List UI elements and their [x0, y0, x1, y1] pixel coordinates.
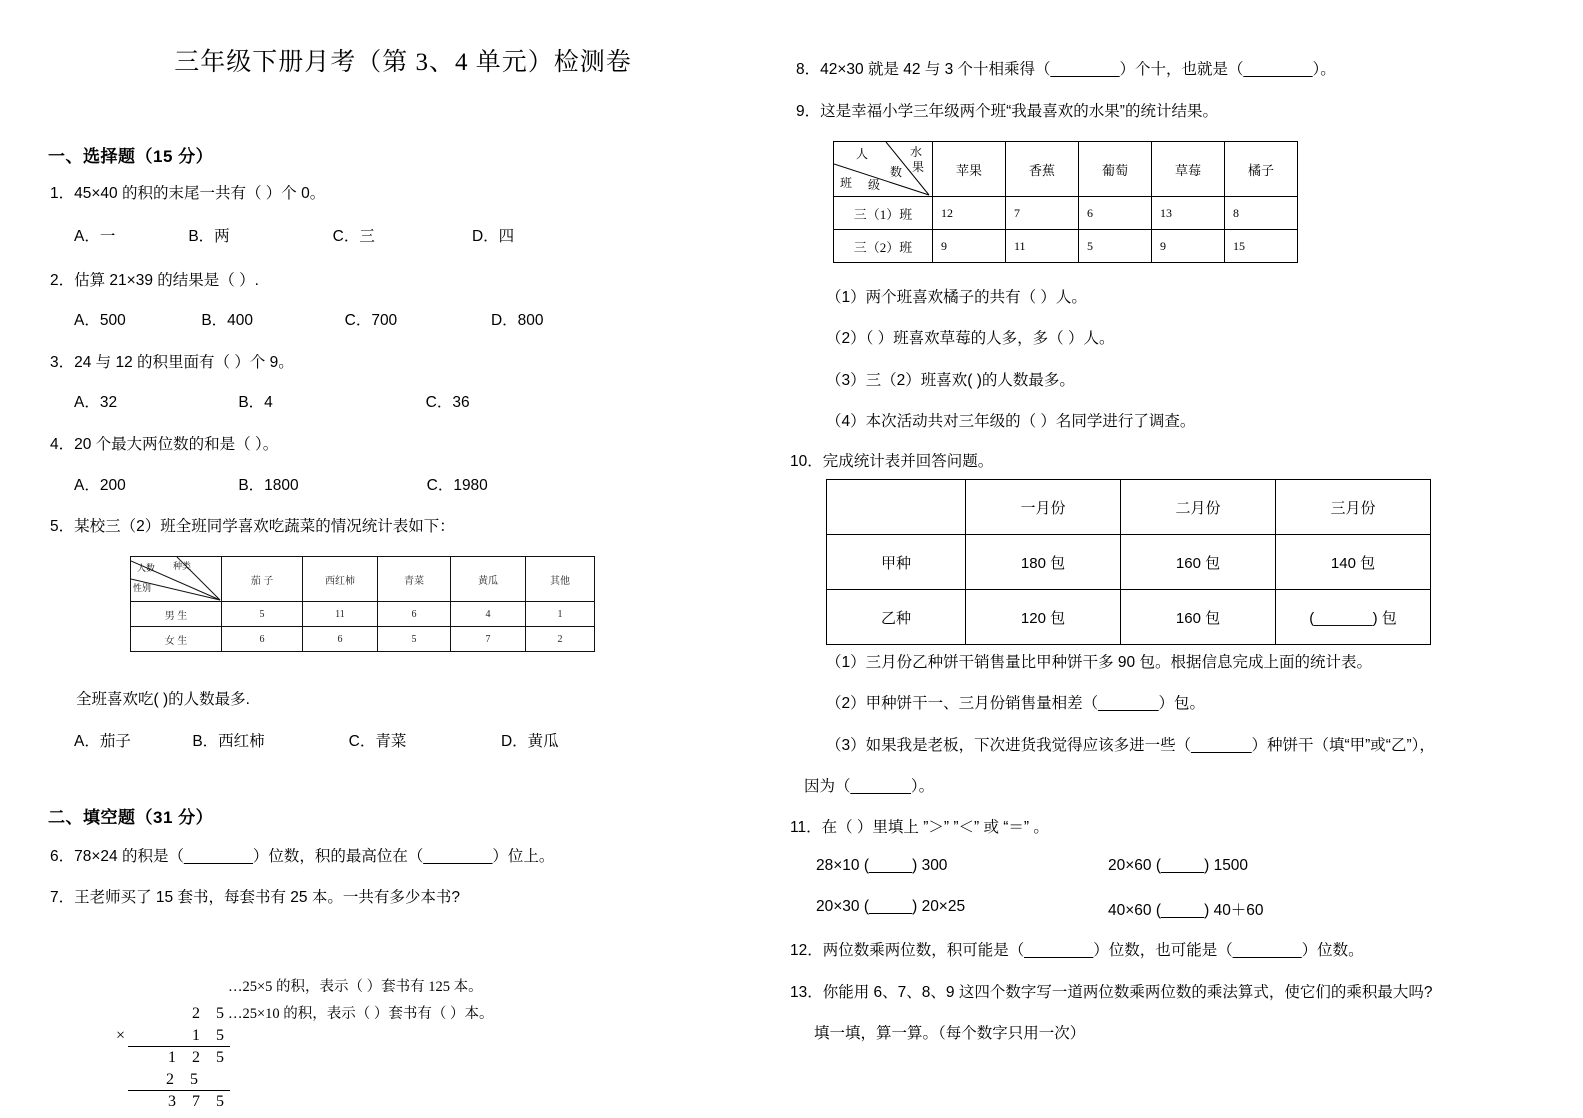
- bis-cell-a-feb: 160 包: [1121, 535, 1276, 590]
- vmul-partial-2: 2 5: [166, 1070, 204, 1088]
- bis-cell-b-mar[interactable]: (_______) 包: [1276, 590, 1431, 645]
- question-8-text: 8．42×30 就是 42 与 3 个十相乘得（________）个十，也就是（________）。: [796, 61, 1336, 78]
- option-1-b[interactable]: B．两: [188, 228, 230, 245]
- fruit-cell-c2-4: 9: [1152, 230, 1225, 263]
- option-3-a[interactable]: A．32: [74, 394, 118, 411]
- veg-col-1: 茄 子: [222, 557, 303, 602]
- fruit-cell-c1-5: 8: [1225, 197, 1298, 230]
- fruit-corner-fruit: 果: [912, 160, 925, 174]
- question-3-options: [74, 390, 470, 412]
- veg-col-5: 其他: [526, 557, 595, 602]
- bis-table: [826, 479, 1431, 645]
- fruit-corner-water: 水: [910, 145, 923, 159]
- question-13-line-1: 13．你能用 6、7、8、9 这四个数字写一道两位数乘两位数的乘法算式，使它们的乘积最大吗?: [790, 984, 1433, 1001]
- question-9-sub-4: （4）本次活动共对三年级的（ ）名同学进行了调查。: [826, 413, 1196, 430]
- option-4-b[interactable]: B．1800: [238, 477, 299, 494]
- bis-row-label-b: 乙种: [827, 590, 966, 645]
- bis-col-jan: 一月份: [966, 480, 1121, 535]
- vmul-multiplicand: 2 5: [192, 1005, 230, 1022]
- bis-col-feb: 二月份: [1121, 480, 1276, 535]
- fruit-corner-grade: 级: [868, 178, 881, 192]
- question-10-sub-2: （2）甲种饼干一、三月份销售量相差（_______）包。: [826, 695, 1205, 712]
- veg-cell-girls-3: 5: [378, 627, 451, 652]
- bis-cell-a-jan: 180 包: [966, 535, 1121, 590]
- veg-row-label-boys: 男 生: [131, 602, 222, 627]
- veg-row-label-girls: 女 生: [131, 627, 222, 652]
- table-header-row: [827, 480, 1431, 535]
- option-5-a[interactable]: A．茄子: [74, 733, 131, 750]
- section-heading-fill: 二、填空题（31 分）: [48, 808, 214, 827]
- question-10-sub-3: （3）如果我是老板，下次进货我觉得应该多进一些（_______）种饼干（填“甲”或“乙”），: [826, 737, 1435, 754]
- option-1-a[interactable]: A．一: [74, 228, 116, 245]
- table-row: [827, 535, 1431, 590]
- veg-corner-cell: [131, 557, 222, 602]
- fruit-corner-count: 数: [890, 165, 903, 179]
- bis-col-mar: 三月份: [1276, 480, 1431, 535]
- question-12-text: 12．两位数乘两位数，积可能是（________）位数，也可能是（________）位数。: [790, 942, 1364, 959]
- option-2-b[interactable]: B．400: [201, 312, 254, 329]
- veg-cell-girls-1: 6: [222, 627, 303, 652]
- table-header-row: [834, 142, 1298, 197]
- question-9-sub-3: （3）三（2）班喜欢( )的人数最多。: [826, 372, 1075, 389]
- vertical-multiplication: [110, 1003, 230, 1113]
- fruit-row-label-class2: 三（2）班: [834, 230, 933, 263]
- question-10-text: 10．完成统计表并回答问题。: [790, 453, 994, 470]
- question-9-text: 9．这是幸福小学三年级两个班“我最喜欢的水果”的统计结果。: [796, 103, 1218, 120]
- option-3-c[interactable]: C．36: [425, 394, 470, 411]
- question-4-options: [74, 473, 488, 495]
- option-5-c[interactable]: C．青菜: [348, 733, 407, 750]
- option-1-d[interactable]: D．四: [471, 228, 515, 245]
- fruit-col-4: 草莓: [1152, 142, 1225, 197]
- fruit-row-label-class1: 三（1）班: [834, 197, 933, 230]
- option-5-b[interactable]: B．西红柿: [192, 733, 265, 750]
- question-7-text: 7．王老师买了 15 套书，每套书有 25 本。一共有多少本书?: [50, 889, 460, 906]
- left-column: [48, 0, 748, 1111]
- question-5-text: 5．某校三（2）班全班同学喜欢吃蔬菜的情况统计表如下：: [50, 518, 455, 535]
- question-3-text: 3．24 与 12 的积里面有（ ）个 9。: [50, 354, 294, 371]
- veg-col-2: 西红柿: [303, 557, 378, 602]
- veg-corner-people: 人数: [137, 563, 156, 573]
- fruit-col-5: 橘子: [1225, 142, 1298, 197]
- fruit-corner-people: 人: [856, 147, 869, 161]
- fruit-cell-c1-2: 7: [1006, 197, 1079, 230]
- question-11-pair-1-right[interactable]: 20×60 (_____) 1500: [1108, 857, 1249, 874]
- question-1-options: [74, 224, 514, 246]
- option-2-a[interactable]: A．500: [74, 312, 126, 329]
- veg-corner-gender: 性别: [133, 583, 152, 593]
- question-5-options: [74, 729, 559, 751]
- question-10-sub-1: （1）三月份乙种饼干销售量比甲种饼干多 90 包。根据信息完成上面的统计表。: [826, 654, 1372, 671]
- table-row: [834, 230, 1298, 263]
- fruit-cell-c1-4: 13: [1152, 197, 1225, 230]
- bis-corner-cell: [827, 480, 966, 535]
- biscuit-statistics-table: [826, 479, 1431, 645]
- option-5-d[interactable]: D．黄瓜: [500, 733, 559, 750]
- fruit-table: [833, 141, 1298, 263]
- fruit-cell-c2-5: 15: [1225, 230, 1298, 263]
- question-9-sub-2: （2）（ ）班喜欢草莓的人多，多（ ）人。: [826, 330, 1115, 347]
- option-2-c[interactable]: C．700: [344, 312, 398, 329]
- table-row: [834, 197, 1298, 230]
- option-1-c[interactable]: C．三: [332, 228, 375, 245]
- option-4-a[interactable]: A．200: [74, 477, 126, 494]
- veg-cell-boys-5: 1: [526, 602, 595, 627]
- page-title: 三年级下册月考（第 3、4 单元）检测卷: [174, 49, 632, 76]
- table-row: [827, 590, 1431, 645]
- fruit-corner-cell: [834, 142, 933, 197]
- veg-cell-girls-4: 7: [451, 627, 526, 652]
- table-row: [131, 602, 595, 627]
- veg-cell-boys-3: 6: [378, 602, 451, 627]
- vmul-partial-1: 1 2 5: [128, 1046, 230, 1069]
- fruit-cell-c2-1: 9: [933, 230, 1006, 263]
- fruit-corner-class: 班: [840, 176, 853, 190]
- question-4-text: 4．20 个最大两位数的和是（ ）。: [50, 436, 279, 453]
- section-heading-choice: 一、选择题（15 分）: [48, 147, 214, 166]
- bis-row-label-a: 甲种: [827, 535, 966, 590]
- veg-table: [130, 556, 595, 652]
- vmul-note-2: …25×10 的积，表示（ ）套书有（ ）本。: [228, 1006, 494, 1022]
- option-4-c[interactable]: C．1980: [426, 477, 488, 494]
- bis-cell-b-jan: 120 包: [966, 590, 1121, 645]
- veg-cell-boys-2: 11: [303, 602, 378, 627]
- question-11-pair-1-left[interactable]: 28×10 (_____) 300: [816, 857, 948, 874]
- question-11-pair-2-right[interactable]: 40×60 (_____) 40＋60: [1108, 902, 1264, 919]
- question-5-prompt: 全班喜欢吃( )的人数最多.: [76, 691, 250, 708]
- bis-cell-a-mar: 140 包: [1276, 535, 1431, 590]
- bis-cell-b-feb: 160 包: [1121, 590, 1276, 645]
- veg-cell-girls-5: 2: [526, 627, 595, 652]
- option-2-d[interactable]: D．800: [490, 312, 544, 329]
- question-2-options: [74, 308, 544, 330]
- fruit-cell-c1-1: 12: [933, 197, 1006, 230]
- fruit-col-2: 香蕉: [1006, 142, 1079, 197]
- question-11-text: 11．在（ ）里填上 ”＞” ”＜” 或 “＝” 。: [790, 819, 1049, 836]
- table-header-row: [131, 557, 595, 602]
- fruit-cell-c2-3: 5: [1079, 230, 1152, 263]
- question-11-pair-2-left[interactable]: 20×30 (_____) 20×25: [816, 898, 966, 915]
- question-2-text: 2．估算 21×39 的结果是（ ）.: [50, 272, 259, 289]
- table-row: [131, 627, 595, 652]
- vmul-note-1: …25×5 的积，表示（ ）套书有 125 本。: [228, 979, 483, 995]
- fruit-statistics-table: [833, 141, 1298, 263]
- vmul-product: 3 7 5: [128, 1090, 230, 1113]
- vmul-multiplier-row: [110, 1025, 230, 1047]
- veg-corner-kind: 种类: [173, 561, 192, 571]
- question-13-line-2: 填一填，算一算。（每个数字只用一次）: [814, 1025, 1086, 1042]
- fruit-col-3: 葡萄: [1079, 142, 1152, 197]
- multiply-sign-icon: ×: [116, 1026, 132, 1044]
- veg-cell-girls-2: 6: [303, 627, 378, 652]
- fruit-cell-c1-3: 6: [1079, 197, 1152, 230]
- vmul-multiplier: 1 5: [192, 1026, 230, 1044]
- question-1-text: 1．45×40 的积的末尾一共有（ ）个 0。: [50, 185, 326, 202]
- veg-col-3: 青菜: [378, 557, 451, 602]
- fruit-col-1: 苹果: [933, 142, 1006, 197]
- question-6-text: 6．78×24 的积是（________）位数，积的最高位在（________）位上。: [50, 848, 555, 865]
- veg-cell-boys-4: 4: [451, 602, 526, 627]
- question-9-sub-1: （1）两个班喜欢橘子的共有（ ）人。: [826, 289, 1087, 306]
- vegetable-statistics-table: [130, 556, 595, 652]
- fruit-cell-c2-2: 11: [1006, 230, 1079, 263]
- veg-col-4: 黄瓜: [451, 557, 526, 602]
- veg-cell-boys-1: 5: [222, 602, 303, 627]
- question-10-sub-4: 因为（_______）。: [804, 778, 935, 795]
- option-3-b[interactable]: B．4: [238, 394, 273, 411]
